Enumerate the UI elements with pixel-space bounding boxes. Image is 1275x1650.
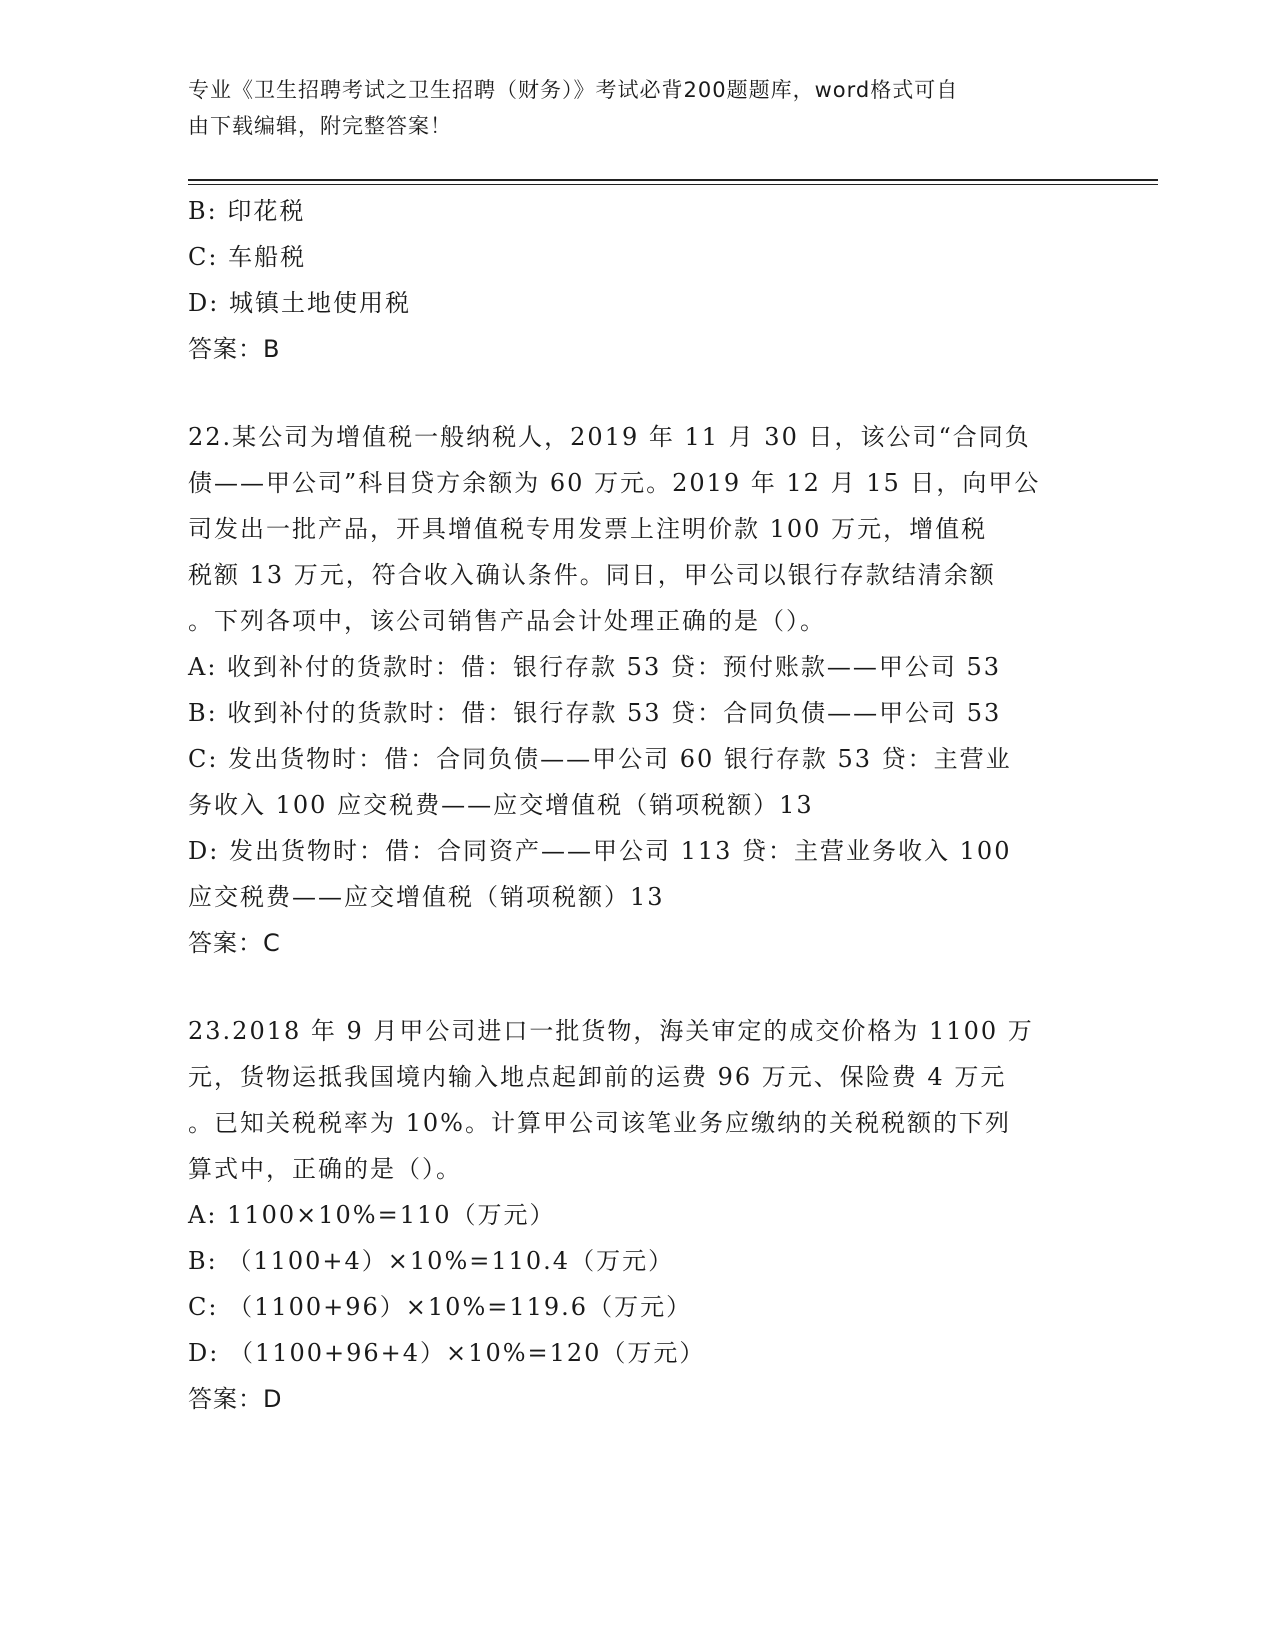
option-b: B: 印花税 (188, 197, 306, 225)
option-b: B: （1100+4）×10%=110.4（万元） (188, 1247, 675, 1275)
question-stem-line: 债——甲公司”科目贷方余额为 60 万元。2019 年 12 月 15 日，向甲公 (188, 469, 1041, 497)
option-a: A: 收到补付的货款时：借：银行存款 53 贷：预付账款——甲公司 53 (188, 653, 1002, 681)
question-stem-line: 。下列各项中，该公司销售产品会计处理正确的是（）。 (188, 607, 826, 635)
header-line-2: 由下载编辑，附完整答案！ (188, 114, 452, 138)
question-stem-line: 算式中，正确的是（）。 (188, 1155, 462, 1183)
question-stem-line: 22.某公司为增值税一般纳税人，2019 年 11 月 30 日，该公司“合同负 (188, 423, 1031, 451)
answer-line: 答案：D (188, 1385, 283, 1413)
document-body (188, 188, 1088, 1422)
answer-line: 答案：B (188, 335, 281, 363)
option-c-continued: 务收入 100 应交税费——应交增值税（销项税额）13 (188, 791, 814, 819)
spacer (188, 372, 1088, 414)
option-a: A: 1100×10%=110（万元） (188, 1201, 556, 1229)
question-22 (188, 414, 1088, 966)
question-stem-line: 元，货物运抵我国境内输入地点起卸前的运费 96 万元、保险费 4 万元 (188, 1063, 1007, 1091)
option-d: D: （1100+96+4）×10%=120（万元） (188, 1339, 706, 1367)
question-stem-line: 税额 13 万元，符合收入确认条件。同日，甲公司以银行存款结清余额 (188, 561, 996, 589)
option-d-continued: 应交税费——应交增值税（销项税额）13 (188, 883, 665, 911)
header-rule-thick (188, 179, 1158, 181)
question-stem-line: 司发出一批产品，开具增值税专用发票上注明价款 100 万元，增值税 (188, 515, 988, 543)
option-d: D: 发出货物时：借：合同资产——甲公司 113 贷：主营业务收入 100 (188, 837, 1012, 865)
header-rule-thin (188, 184, 1158, 185)
document-header (188, 72, 1068, 144)
option-c: C: 车船税 (188, 243, 307, 271)
option-d: D: 城镇土地使用税 (188, 289, 411, 317)
option-b: B: 收到补付的货款时：借：银行存款 53 贷：合同负债——甲公司 53 (188, 699, 1002, 727)
question-stem-line: 。已知关税税率为 10%。计算甲公司该笔业务应缴纳的关税税额的下列 (188, 1109, 1011, 1137)
question-21-tail (188, 188, 1088, 372)
header-line-1: 专业《卫生招聘考试之卫生招聘（财务）》考试必背200题题库，word格式可自 (188, 78, 959, 102)
answer-line: 答案：C (188, 929, 281, 957)
question-23 (188, 1008, 1088, 1422)
option-c: C: （1100+96）×10%=119.6（万元） (188, 1293, 693, 1321)
question-stem-line: 23.2018 年 9 月甲公司进口一批货物，海关审定的成交价格为 1100 万 (188, 1017, 1034, 1045)
spacer (188, 966, 1088, 1008)
option-c: C: 发出货物时：借：合同负债——甲公司 60 银行存款 53 贷：主营业 (188, 745, 1012, 773)
